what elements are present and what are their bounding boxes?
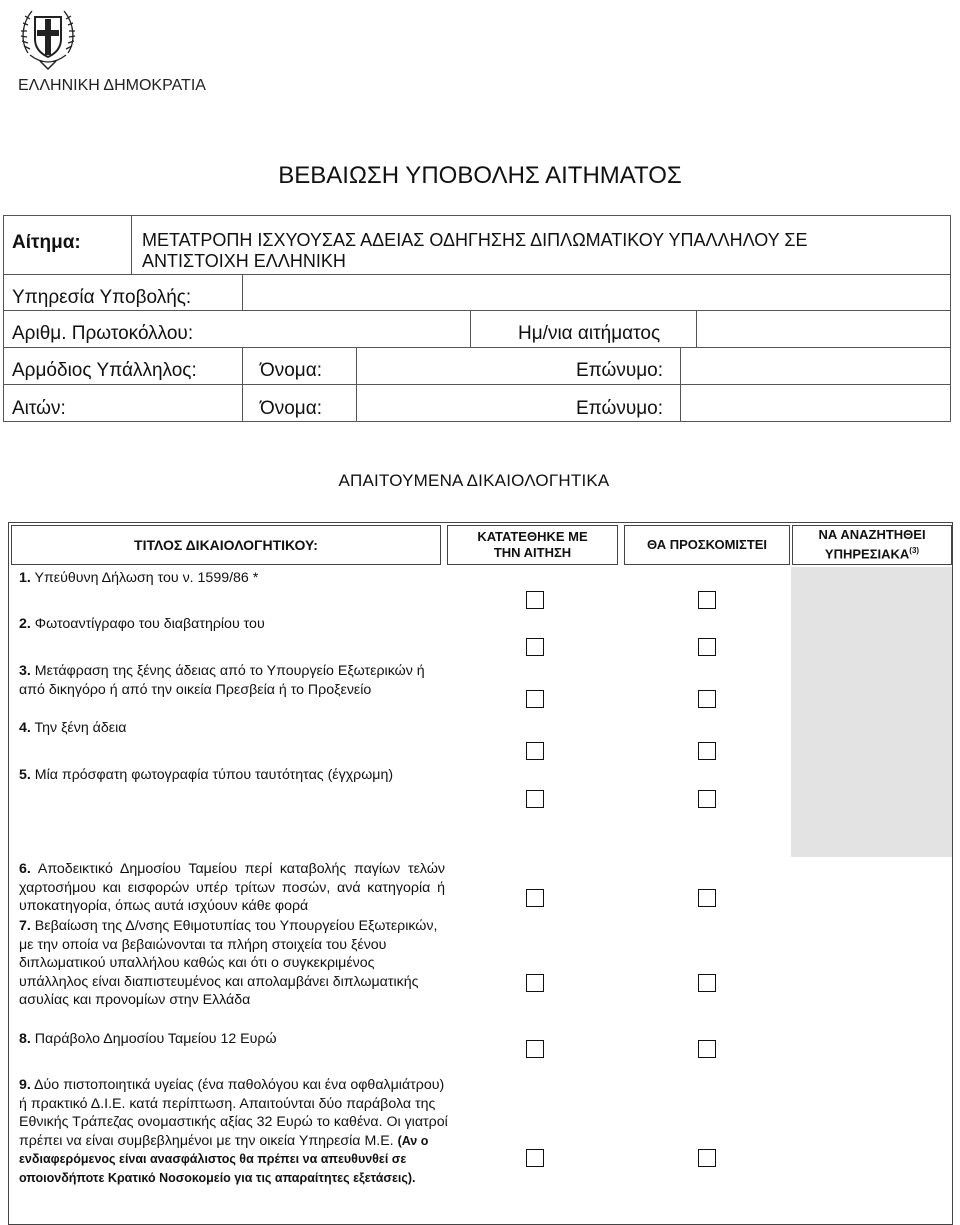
date-label: Ημ/νια αιτήματος <box>518 323 661 344</box>
checkbox-will-bring-5[interactable] <box>698 790 716 808</box>
service-field[interactable] <box>244 276 944 308</box>
protocol-field[interactable] <box>244 312 468 345</box>
request-value: ΜΕΤΑΤΡΟΠΗ ΙΣΧΥΟΥΣΑΣ ΑΔΕΙΑΣ ΟΔΗΓΗΣΗΣ ΔΙΠΛΩΜΑΤΙΚΟΥ ΥΠΑΛΛΗΛΟΥ ΣΕ ΑΝΤΙΣΤΟΙΧΗ ΕΛΛΗΝΙΚΗ <box>142 230 808 271</box>
officer-name-label: Όνομα: <box>260 360 322 381</box>
requirement-item-2: 2. Φωτοαντίγραφο του διαβατηρίου του <box>19 616 265 632</box>
checkbox-will-bring-8[interactable] <box>698 1040 716 1058</box>
checkbox-submitted-4[interactable] <box>526 742 544 760</box>
checkbox-will-bring-1[interactable] <box>698 591 716 609</box>
col-will-bring-header: ΘΑ ΠΡΟΣΚΟΜΙΣΤΕΙ <box>624 525 790 565</box>
requirement-item-5: 5. Μία πρόσφατη φωτογραφία τύπου ταυτότητας (έγχρωμη) <box>19 767 394 783</box>
applicant-label: Αιτών: <box>12 398 66 419</box>
request-info-table <box>3 215 951 422</box>
checkbox-submitted-5[interactable] <box>526 790 544 808</box>
request-label: Αίτημα: <box>12 232 81 253</box>
checkbox-will-bring-3[interactable] <box>698 690 716 708</box>
checkbox-submitted-7[interactable] <box>526 974 544 992</box>
requirements-table <box>8 522 953 1225</box>
checkbox-will-bring-6[interactable] <box>698 889 716 907</box>
col-submitted-header: ΚΑΤΑΤΕΘΗΚΕ ΜΕ ΤΗΝ ΑΙΤΗΣΗ <box>447 525 618 565</box>
country-name: ΕΛΛΗΝΙΚΗ ΔΗΜΟΚΡΑΤΙΑ <box>18 77 206 94</box>
checkbox-submitted-8[interactable] <box>526 1040 544 1058</box>
page-title: ΒΕΒΑΙΩΣΗ ΥΠΟΒΟΛΗΣ ΑΙΤΗΜΑΤΟΣ <box>278 162 682 189</box>
service-label: Υπηρεσία Υποβολής: <box>12 287 192 308</box>
protocol-label: Αριθμ. Πρωτοκόλλου: <box>12 323 194 344</box>
checkbox-submitted-1[interactable] <box>526 591 544 609</box>
section-title: ΑΠΑΙΤΟΥΜΕΝΑ ΔΙΚΑΙΟΛΟΓΗΤΙΚΑ <box>338 471 610 490</box>
checkbox-will-bring-7[interactable] <box>698 974 716 992</box>
requirement-item-1: 1. Υπεύθυνη Δήλωση του ν. 1599/86 * <box>19 570 259 586</box>
col-service-header: ΝΑ ΑΝΑΖΗΤΗΘΕΙ ΥΠΗΡΕΣΙΑΚΑ$^{(3)}$ <box>792 525 952 565</box>
greek-emblem-icon <box>18 3 78 75</box>
checkbox-submitted-2[interactable] <box>526 638 544 656</box>
requirement-item-8: 8. Παράβολο Δημοσίου Ταμείου 12 Ευρώ <box>19 1031 277 1047</box>
applicant-surname-label: Επώνυμο: <box>576 398 664 419</box>
requirement-item-9: 9. Δύο πιστοποιητικά υγείας (ένα παθολόγου και ένα οφθαλμιάτρου) ή πρακτικό Δ.Ι.Ε. κατά περίπτωση. Απαιτούνται δύο παράβολα της Εθνικής Τράπεζας ονομαστικής αξίας 32 Ευρώ το καθένα. Οι γιατροί πρέπει να είναι συμβεβλημένοι με την οικεία Υπηρεσία Μ.Ε. (Αν ο ενδιαφερόμενος είναι ανασφάλιστος θα πρέπει να απευθυνθεί σε οποιονδήποτε Κρατικό Νοσοκομείο για τις απαραίτητες εξετάσεις). <box>19 1077 448 1185</box>
date-field[interactable] <box>698 312 948 345</box>
officer-surname-label: Επώνυμο: <box>576 360 664 381</box>
col-title-header: ΤΙΤΛΟΣ ΔΙΚΑΙΟΛΟΓΗΤΙΚΟΥ: <box>11 525 441 565</box>
checkbox-submitted-3[interactable] <box>526 690 544 708</box>
requirement-item-3: 3. Μετάφραση της ξένης άδειας από το Υπουργείο Εξωτερικών ή από δικηγόρο ή από την οικεία Πρεσβεία ή το Προξενείο <box>19 663 425 698</box>
officer-surname-field[interactable] <box>682 349 948 382</box>
service-column-shade <box>791 567 952 857</box>
requirement-item-6: 6. Αποδεικτικό Δημοσίου Ταμείου περί καταβολής παγίων τελών χαρτοσήμου και εισφορών υπέρ τρίτων ποσών, ανά κατηγορία ή υποκατηγορία, όπως αυτά ισχύουν κάθε φορά <box>19 861 445 914</box>
applicant-name-label: Όνομα: <box>260 398 322 419</box>
applicant-surname-field[interactable] <box>682 386 948 420</box>
requirement-item-7: 7. Βεβαίωση της Δ/νσης Εθιμοτυπίας του Υπουργείου Εξωτερικών, με την οποία να βεβαιώνονται τα πλήρη στοιχεία του ξένου διπλωματικού υπαλλήλου καθώς και ότι ο συγκεκριμένος υπάλληλος είναι διαπιστευμένος και απολαμβάνει διπλωματικής ασυλίας και προνομίων στην Ελλάδα <box>19 918 438 1008</box>
requirement-item-4: 4. Την ξένη άδεια <box>19 720 127 736</box>
checkbox-will-bring-2[interactable] <box>698 638 716 656</box>
officer-label: Αρμόδιος Υπάλληλος: <box>12 360 197 381</box>
checkbox-submitted-6[interactable] <box>526 889 544 907</box>
checkbox-will-bring-9[interactable] <box>698 1149 716 1167</box>
checkbox-submitted-9[interactable] <box>526 1149 544 1167</box>
checkbox-will-bring-4[interactable] <box>698 742 716 760</box>
